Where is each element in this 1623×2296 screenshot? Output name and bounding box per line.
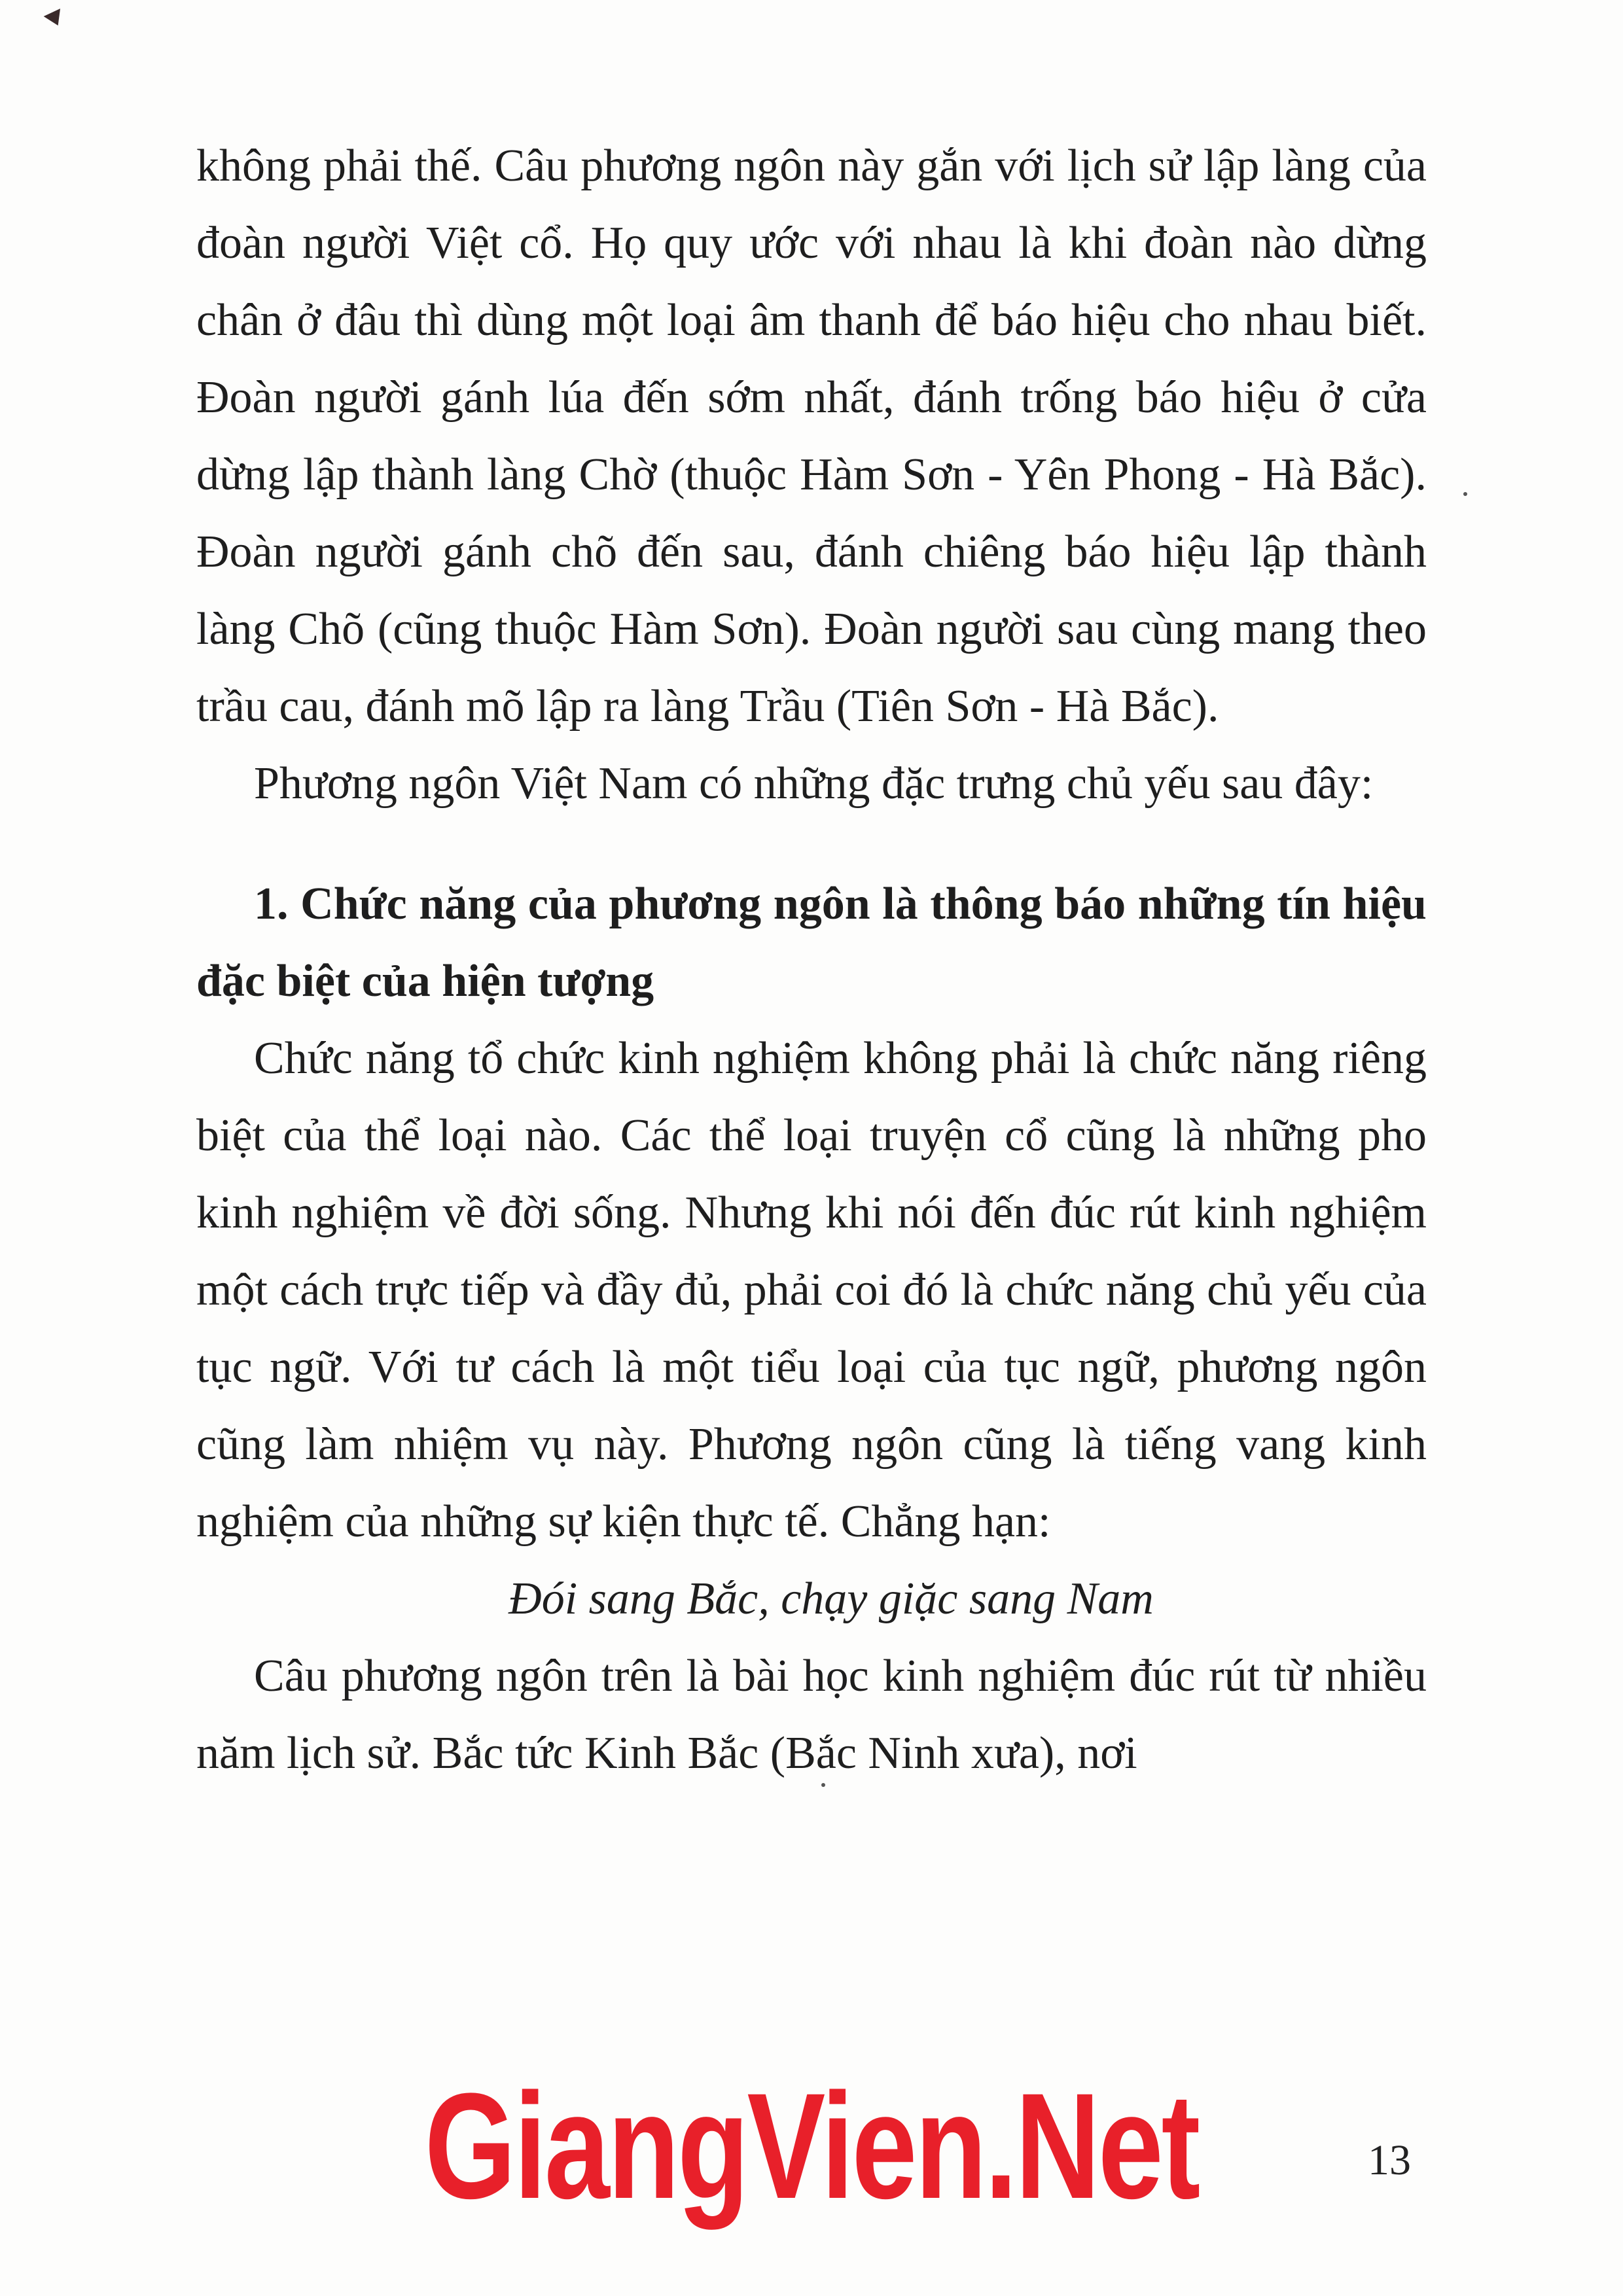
- paragraph-2: Phương ngôn Việt Nam có những đặc trưng chủ yếu sau đây:: [254, 758, 1374, 809]
- corner-mark: [44, 9, 67, 29]
- paragraph-4: Câu phương ngôn trên là bài học kinh nghiệm đúc rút từ nhiều năm lịch sử. Bắc tức Kinh Bắc (Bắc Ninh xưa), nơi: [196, 1651, 1427, 1778]
- watermark-logo: GiangVien.Net: [424, 2062, 1199, 2230]
- speck: [821, 1783, 825, 1787]
- body-text: [196, 128, 1427, 1792]
- example-proverb: Đói sang Bắc, chạy giặc sang Nam: [508, 1574, 1154, 1624]
- page-number: 13: [1368, 2136, 1411, 2184]
- section-heading: 1. Chức năng của phương ngôn là thông báo những tín hiệu đặc biệt của hiện tượng: [196, 879, 1427, 1006]
- paragraph-3: Chức năng tổ chức kinh nghiệm không phải là chức năng riêng biệt của thể loại nào. Các thể loại truyện cổ cũng là những pho kinh nghiệm về đời sống. Nhưng khi nói đến đúc rút kinh nghiệm một cách trực tiếp và đầy đủ, phải coi đó là chức năng chủ yếu của tục ngữ. Với tư cách là một tiểu loại của tục ngữ, phương ngôn cũng làm nhiệm vụ này. Phương ngôn cũng là tiếng vang kinh nghiệm của những sự kiện thực tế. Chẳng hạn:: [196, 1033, 1427, 1547]
- paragraph-1: không phải thế. Câu phương ngôn này gắn với lịch sử lập làng của đoàn người Việt cổ. Họ quy ước với nhau là khi đoàn nào dừng chân ở đâu thì dùng một loại âm thanh để báo hiệu cho nhau biết. Đoàn người gánh lúa đến sớm nhất, đánh trống báo hiệu ở cửa dừng lập thành làng Chờ (thuộc Hàm Sơn - Yên Phong - Hà Bắc). Đoàn người gánh chõ đến sau, đánh chiêng báo hiệu lập thành làng Chõ (cũng thuộc Hàm Sơn). Đoàn người sau cùng mang theo trầu cau, đánh mõ lập ra làng Trầu (Tiên Sơn - Hà Bắc).: [196, 141, 1427, 732]
- speck: [1463, 492, 1467, 496]
